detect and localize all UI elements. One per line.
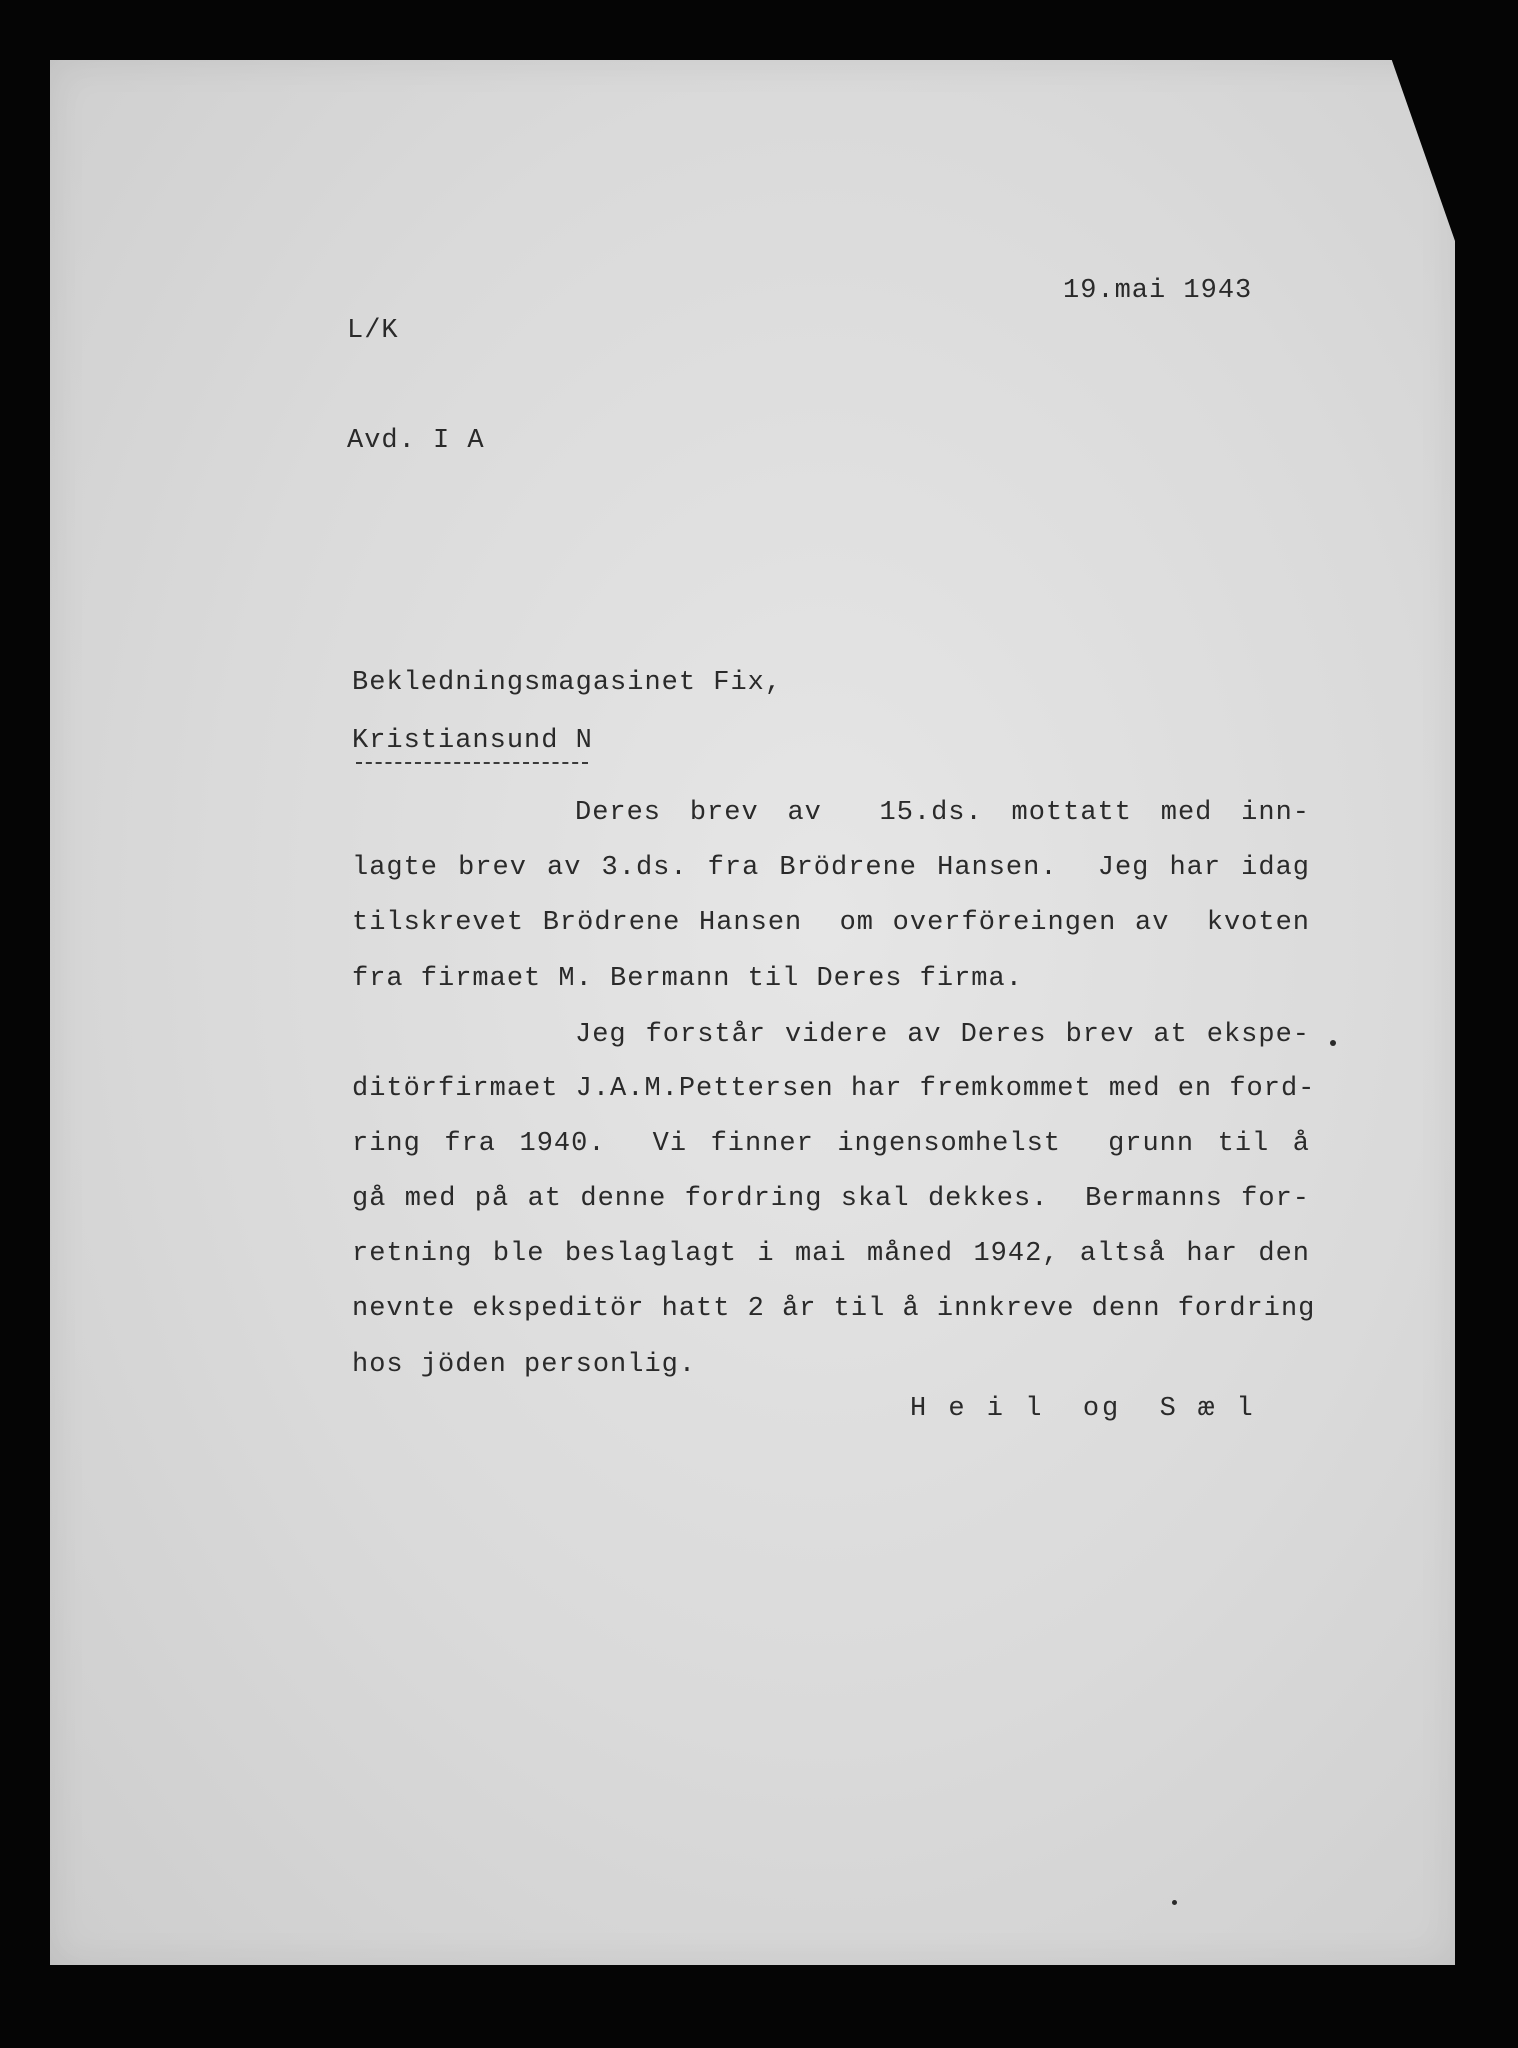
paragraph2-line: ditörfirmaet J.A.M.Pettersen har fremkommet med en ford- (352, 1074, 1316, 1104)
letter-date: 19.mai 1943 (1063, 276, 1253, 306)
reference-code: L/K (347, 316, 399, 346)
address-underline (356, 762, 588, 764)
ink-speck (1172, 1900, 1177, 1905)
ink-speck (1330, 1040, 1336, 1046)
paragraph1-line: lagte brev av 3.ds. fra Brödrene Hansen. Jeg har idag (352, 853, 1310, 883)
recipient-city: Kristiansund N (352, 726, 593, 756)
paragraph1-line: fra firmaet M. Bermann til Deres firma. (352, 964, 1023, 994)
letter-paper (50, 60, 1455, 1965)
closing-salutation: H e i l og S æ l (910, 1394, 1256, 1424)
paragraph1-line: tilskrevet Brödrene Hansen om overföreingen av kvoten (352, 908, 1310, 938)
paragraph2-line: nevnte ekspeditör hatt 2 år til å innkreve denn fordring (352, 1294, 1316, 1324)
department: Avd. I A (347, 426, 485, 456)
paragraph2-line: retning ble beslaglagt i mai måned 1942, altså har den (352, 1239, 1310, 1269)
paragraph2-line: hos jöden personlig. (352, 1350, 697, 1380)
paragraph2-line: gå med på at denne fordring skal dekkes. Bermanns for- (352, 1184, 1310, 1214)
paragraph2-line: Jeg forstår videre av Deres brev at ekspe- (575, 1020, 1310, 1050)
paragraph2-line: ring fra 1940. Vi finner ingensomhelst grunn til å (352, 1129, 1310, 1159)
recipient-name: Bekledningsmagasinet Fix, (352, 668, 783, 698)
paragraph1-line: Deres brev av 15.ds. mottatt med inn- (575, 798, 1310, 828)
